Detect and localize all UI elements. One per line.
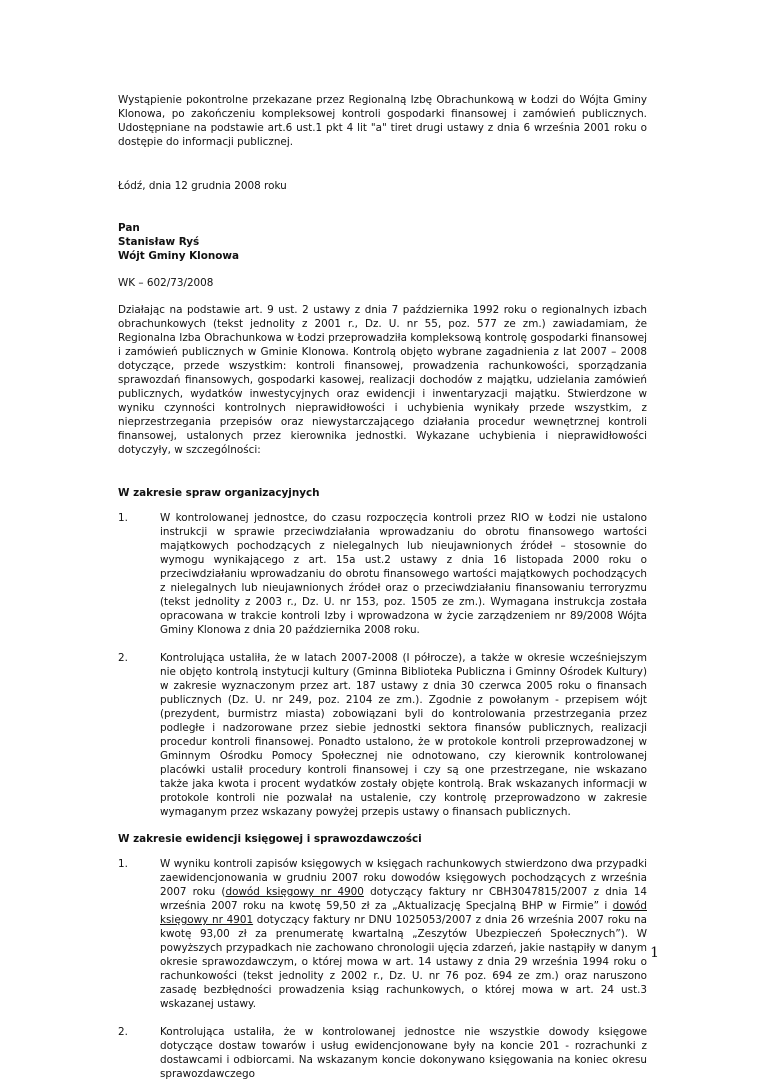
item-number: 2. bbox=[118, 1026, 128, 1038]
document-reference-link: dowód księgowy nr 4900 bbox=[225, 886, 364, 898]
section-title-accounting: W zakresie ewidencji księgowej i sprawozdawczości bbox=[118, 833, 422, 845]
lead-paragraph: Działając na podstawie art. 9 ust. 2 ustawy z dnia 7 października 1992 roku o regionalnych izbach obrachunkowych (tekst jednolity z 2001 r., Dz. U. nr 55, poz. 577 ze zm.) zawiadamiam, że Regionalna Izba Obrachunkowa w Łodzi przeprowadziła kompleksową kontrolę gospodarki finansowej i zamówień publicznych w Gminie Klonowa. Kontrolą objęto wybrane zagadnienia z lat 2007 – 2008 dotyczące, przede wszystkim: kontroli finansowej, prowadzenia rachunkowości, sporządzania sprawozdań finansowych, gospodarki kasowej, realizacji dochodów z majątku, udzielania zamówień publicznych, wydatków inwestycyjnych oraz ewidencji i inwentaryzacji majątku. Stwierdzone w wyniku czynności kontrolnych nieprawidłowości i uchybienia wynikały przede wszystkim, z nieprzestrzegania przepisów oraz niewystarczającego działania procedur wewnętrznej kontroli finansowej, ustalonych przez kierownika jednostki. Wykazane uchybienia i nieprawidłowości dotyczyły, w szczególności: bbox=[118, 304, 647, 456]
addressee-salutation: Pan bbox=[118, 222, 140, 234]
item-number: 1. bbox=[118, 858, 128, 870]
list-item bbox=[118, 511, 647, 637]
item-number: 2. bbox=[118, 652, 128, 664]
item-text: W kontrolowanej jednostce, do czasu rozpoczęcia kontroli przez RIO w Łodzi nie ustalono instrukcji w sprawie przeciwdziałania wprowadzaniu do obrotu finansowego wartości majątkowych pochodzących z nielegalnych lub nieujawnionych źródeł – stosownie do wymogu wynikającego z art. 15a ust.2 ustawy z dnia 16 listopada 2000 roku o przeciwdziałaniu wprowadzaniu do obrotu finansowego wartości majątkowych pochodzących z nielegalnych lub nieujawnionych źródeł oraz o przeciwdziałaniu finansowaniu terroryzmu (tekst jednolity z 2003 r., Dz. U. nr 153, poz. 1505 ze zm.). Wymagana instrukcja została opracowana w trakcie kontroli Izby i wprowadzona w życie zarządzeniem nr 89/2008 Wójta Gminy Klonowa z dnia 20 października 2008 roku. bbox=[160, 512, 647, 636]
item-text: Kontrolująca ustaliła, że w latach 2007-2008 (I półrocze), a także w okresie wcześniejszym nie objęto kontrolą instytucji kultury (Gminna Biblioteka Publiczna i Gminny Ośrodek Kultury) w zakresie wyznaczonym przez art. 187 ustawy z dnia 30 czerwca 2005 roku o finansach publicznych (Dz. U. nr 249, poz. 2104 ze zm.). Zgodnie z powołanym - przepisem wójt (prezydent, burmistrz miasta) zobowiązani byli do kontrolowania przestrzegania przez podległe i nadzorowane przez siebie jednostki sektora finansów publicznych, realizacji procedur kontroli finansowej. Ponadto ustalono, że w protokole kontroli przeprowadzonej w Gminnym Ośrodku Pomocy Społecznej nie odnotowano, czy kierownik kontrolowanej placówki ustalił procedury kontroli finansowej i czy są one przestrzegane, nie wskazano także jaka kwota i procent wydatków zostały objęte kontrolą. Brak wskazanych informacji w protokole kontroli nie pozwalał na ustalenie, czy kontrolę przeprowadzono w zakresie wymaganym przez wskazany powyżej przepis ustawy o finansach publicznych. bbox=[160, 652, 647, 818]
item-text: Kontrolująca ustaliła, że w kontrolowanej jednostce nie wszystkie dowody księgowe dotyczące dostaw towarów i usług ewidencjonowane były na koncie 201 - rozrachunki z dostawcami i odbiorcami. Na wskazanym koncie dokonywano księgowania na koniec okresu sprawozdawczego bbox=[160, 1026, 647, 1080]
addressee-title: Wójt Gminy Klonowa bbox=[118, 250, 239, 262]
item-number: 1. bbox=[118, 512, 128, 524]
page-number: 1 bbox=[650, 945, 659, 961]
intro-paragraph: Wystąpienie pokontrolne przekazane przez Regionalną Izbę Obrachunkową w Łodzi do Wójta Gminy Klonowa, po zakończeniu kompleksowej kontroli gospodarki finansowej i zamówień publicznych. Udostępniane na podstawie art.6 ust.1 pkt 4 lit "a" tiret drugi ustawy z dnia 6 września 2001 roku o dostępie do informacji publicznej. bbox=[118, 94, 647, 148]
addressee-block bbox=[118, 221, 647, 263]
list-item bbox=[118, 1025, 647, 1081]
item-text bbox=[160, 857, 647, 1011]
addressee-name: Stanisław Ryś bbox=[118, 236, 200, 248]
list-item bbox=[118, 651, 647, 819]
item-text-part: dotyczący faktury nr CBH3047815/2007 z dnia 14 września 2007 roku na kwotę 59,50 zł za „Aktualizację Specjalną BHP w Firmie” i bbox=[160, 886, 647, 912]
document-reference-link: dowód księgowy nr 4901 bbox=[160, 900, 647, 926]
item-text-part: dotyczący faktury nr DNU 1025053/2007 z dnia 26 września 2007 roku na kwotę 93,00 zł za prenumeratę kwartalną „Zeszytów Ubezpieczeń Społecznych”). W powyższych przypadkach nie zachowano chronologii ujęcia zdarzeń, jakie nastąpiły w danym okresie sprawozdawczym, o której mowa w art. 14 ustawy z dnia 29 września 1994 roku o rachunkowości (tekst jednolity z 2002 r., Dz. U. nr 76 poz. 694 ze zm.) oraz naruszono zasadę bezbłędności prowadzenia ksiąg rachunkowych, o której mowa w art. 24 ust.3 wskazanej ustawy. bbox=[160, 914, 648, 1010]
item-text-part: W wyniku kontroli zapisów księgowych w księgach rachunkowych stwierdzono dwa przypadki zaewidencjonowania w grudniu 2007 roku dowodów księgowych pochodzących z września 2007 roku ( bbox=[160, 858, 647, 898]
list-item bbox=[118, 857, 647, 1011]
date-line: Łódź, dnia 12 grudnia 2008 roku bbox=[118, 180, 287, 192]
section-title-organizational: W zakresie spraw organizacyjnych bbox=[118, 487, 320, 499]
reference-number: WK – 602/73/2008 bbox=[118, 277, 214, 289]
